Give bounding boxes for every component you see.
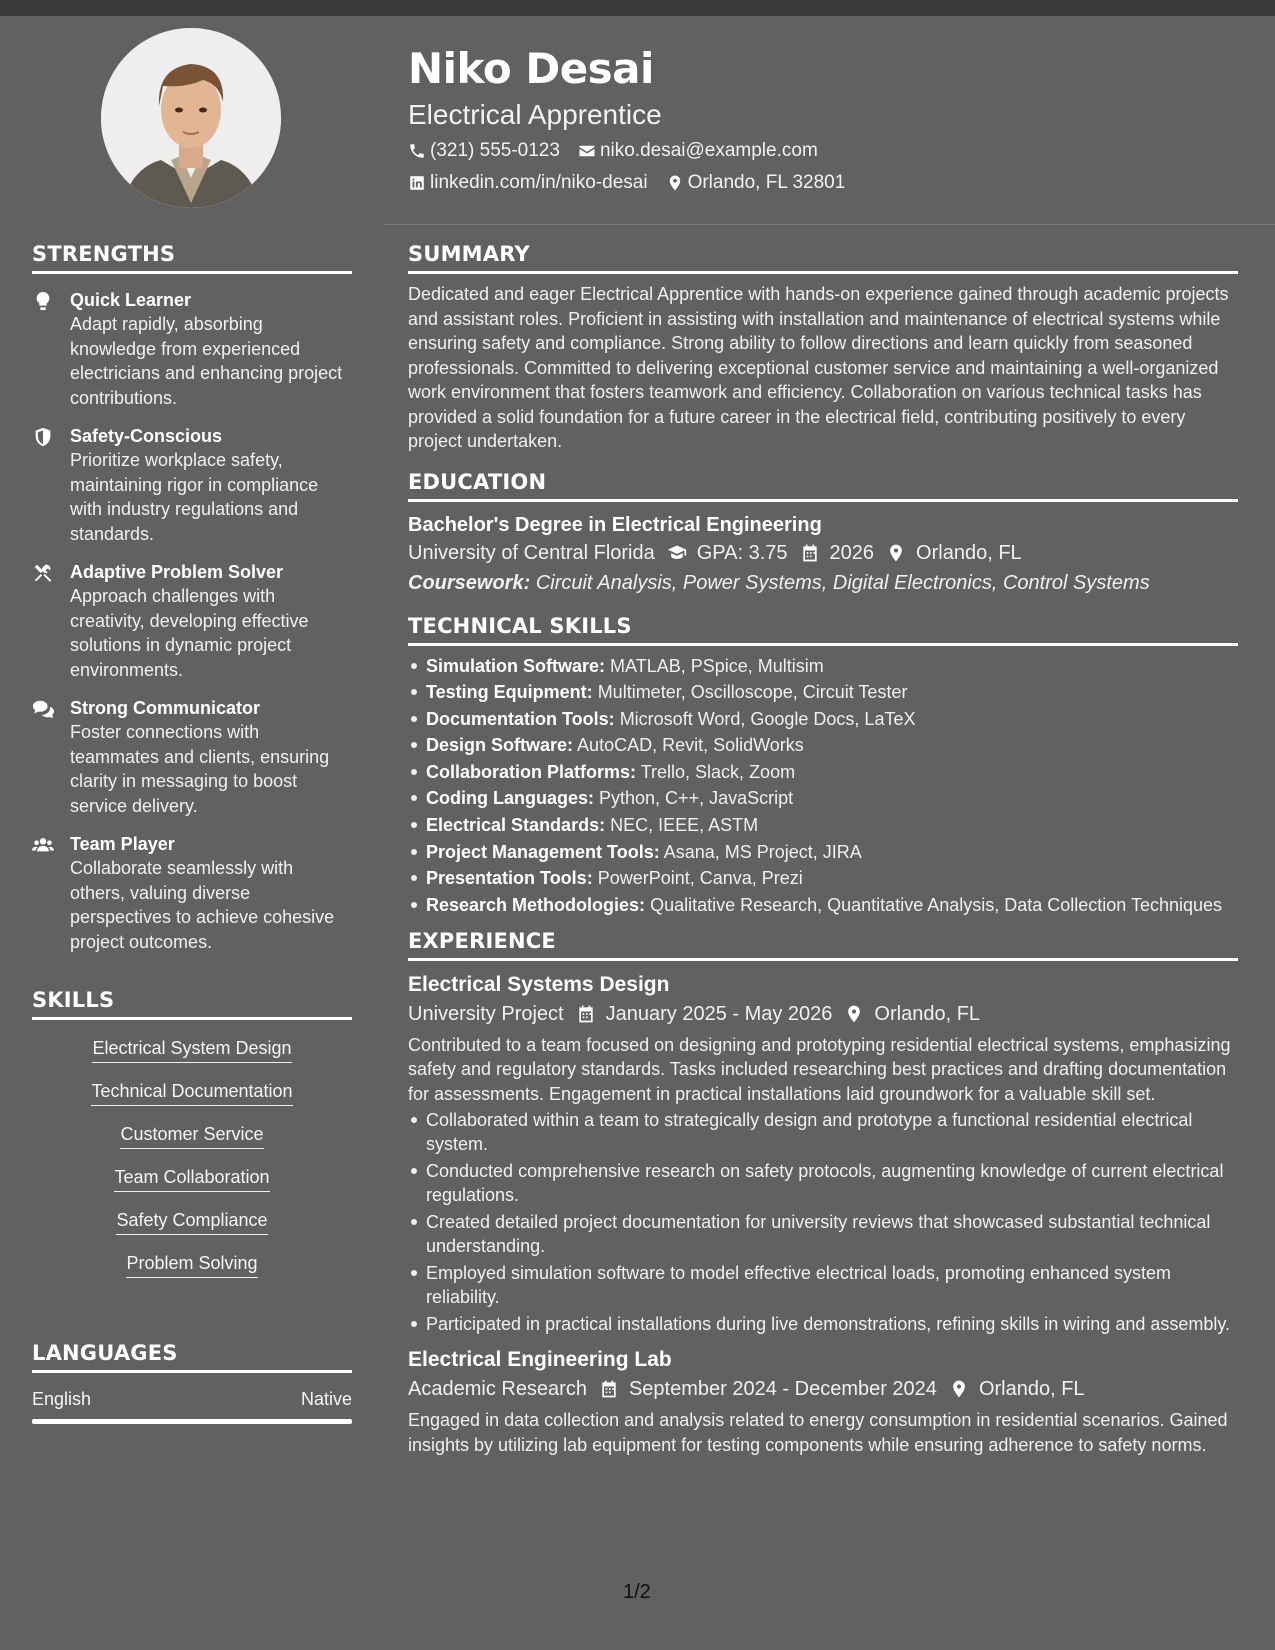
- strengths-section: [32, 242, 352, 954]
- tech-skill-label: Presentation Tools:: [426, 868, 593, 889]
- strength-desc: Approach challenges with creativity, developing effective solutions in dynamic project environments.: [70, 586, 309, 680]
- job-title: Electrical Engineering Lab: [408, 1348, 672, 1372]
- strength-desc: Adapt rapidly, absorbing knowledge from experienced electricians and enhancing project contributions.: [70, 314, 343, 408]
- tech-skill-label: Coding Languages:: [426, 788, 594, 809]
- profile-photo: [101, 28, 281, 208]
- tech-skill-value: Qualitative Research, Quantitative Analysis, Data Collection Techniques: [650, 894, 1223, 915]
- coursework-text: Circuit Analysis, Power Systems, Digital Electronics, Control Systems: [535, 571, 1150, 594]
- location-text: Orlando, FL 32801: [687, 172, 846, 193]
- contact-email[interactable]: [578, 138, 818, 164]
- strength-item: [32, 288, 352, 410]
- tech-skill-item: [408, 866, 1238, 890]
- skills-section: [32, 988, 352, 1294]
- strength-title: Adaptive Problem Solver: [70, 562, 284, 582]
- experience-entry: [408, 971, 1238, 1337]
- job-dates-text: September 2024 - December 2024: [628, 1378, 937, 1401]
- tech-skill-item: [408, 786, 1238, 810]
- contact-line: [408, 138, 1228, 164]
- job-bullet: Participated in practical installations during live demonstrations, refining skills in wiring and assembly.: [408, 1312, 1238, 1336]
- job-bullet: Collaborated within a team to strategically design and prototype a functional residential electrical system.: [408, 1108, 1238, 1156]
- tech-skill-value: Asana, MS Project, JIRA: [663, 841, 862, 862]
- job-bullet: Created detailed project documentation for university reviews that showcased substantial technical understanding.: [408, 1210, 1238, 1258]
- summary-text: Dedicated and eager Electrical Apprentice with hands-on experience gained through academic projects and assistant roles. Proficient in assisting with installation and maintenance of electrical systems while ensuring safety and compliance. Strong ability to follow directions and learn quickly from seasoned professionals. Committed to delivering exceptional customer service and maintaining a well-organized work environment that fosters teamwork and efficiency. Collaboration on various technical tasks has provided a solid foundation for a future career in the electrical field, contributing positively to every project undertaken.: [408, 284, 1229, 451]
- languages-section: [32, 1341, 352, 1424]
- top-bar: [0, 0, 1275, 16]
- technical-skills-list: [408, 654, 1238, 917]
- tech-skill-item: [408, 680, 1238, 704]
- map-pin-icon: [949, 1379, 969, 1399]
- skill-tag: Team Collaboration: [114, 1165, 269, 1192]
- resume-page: [0, 16, 1275, 1650]
- envelope-icon: [578, 142, 596, 160]
- strength-desc: Foster connections with teammates and clients, ensuring clarity in messaging to boost service delivery.: [70, 722, 330, 816]
- education-location-text: Orlando, FL: [916, 541, 1022, 564]
- strength-title: Strong Communicator: [70, 698, 261, 718]
- calendar-icon: [599, 1379, 619, 1399]
- tech-skill-label: Documentation Tools:: [426, 708, 615, 729]
- strength-item: [32, 832, 352, 954]
- education-section: [408, 470, 1238, 598]
- experience-heading: EXPERIENCE: [408, 929, 1238, 961]
- candidate-name: Niko Desai: [408, 44, 654, 93]
- job-summary: Engaged in data collection and analysis related to energy consumption in residential scenarios. Gained insights by utilizing lab equipment for testing components while ensuring adherence to safety norms.: [408, 1410, 1228, 1455]
- grad-year-text: 2026: [829, 541, 875, 564]
- education-heading: EDUCATION: [408, 470, 1238, 502]
- education-location: [886, 538, 1022, 568]
- language-name: English: [32, 1389, 92, 1409]
- tech-skill-label: Testing Equipment:: [426, 682, 593, 703]
- job-org: [408, 1374, 587, 1404]
- users-icon: [32, 832, 70, 954]
- phone-icon: [408, 142, 426, 160]
- school-text: University of Central Florida: [408, 541, 655, 564]
- tech-skill-label: Collaboration Platforms:: [426, 761, 637, 782]
- skill-tag-list: [32, 1036, 352, 1294]
- job-summary: Contributed to a team focused on designing and prototyping residential electrical systems, emphasizing safety and regulatory standards. Tasks included researching best practices and drafting documentation for assessments. Engagement in practical installations laid groundwork for a valuable skill set.: [408, 1034, 1231, 1104]
- tech-skill-item: [408, 760, 1238, 784]
- tech-skill-label: Electrical Standards:: [426, 815, 606, 836]
- job-meta: [408, 999, 1238, 1029]
- job-org-text: Academic Research: [408, 1378, 587, 1401]
- job-location: [949, 1374, 1085, 1404]
- job-location-text: Orlando, FL: [874, 1002, 981, 1025]
- skill-tag: Customer Service: [120, 1122, 263, 1149]
- strength-desc: Prioritize workplace safety, maintaining rigor in compliance with industry regulations and standards.: [70, 450, 319, 544]
- shield-icon: [32, 424, 70, 546]
- gpa: [667, 538, 788, 568]
- strength-title: Safety-Conscious: [70, 426, 223, 446]
- experience-entry: [408, 1346, 1238, 1457]
- header-divider: [383, 224, 1275, 225]
- language-row: [32, 1389, 352, 1410]
- calendar-icon: [576, 1004, 596, 1024]
- tech-skill-item: [408, 733, 1238, 757]
- strength-item: [32, 560, 352, 682]
- skill-tag: Safety Compliance: [116, 1208, 267, 1235]
- skill-tag: Technical Documentation: [91, 1079, 292, 1106]
- phone-text: (321) 555-0123: [430, 140, 560, 161]
- strength-desc: Collaborate seamlessly with others, valuing diverse perspectives to achieve cohesive project outcomes.: [70, 858, 335, 952]
- coursework: [408, 568, 1238, 598]
- job-meta: [408, 1374, 1238, 1404]
- skill-tag: Electrical System Design: [92, 1036, 291, 1063]
- map-pin-icon: [886, 543, 906, 563]
- comments-icon: [32, 696, 70, 818]
- experience-section: [408, 929, 1238, 1458]
- tech-skill-item: [408, 893, 1238, 917]
- contact-location: [666, 170, 846, 196]
- job-bullet: Conducted comprehensive research on safety protocols, augmenting knowledge of current electrical regulations.: [408, 1159, 1238, 1207]
- job-location-text: Orlando, FL: [978, 1378, 1085, 1401]
- summary-section: [408, 242, 1238, 454]
- skills-heading: SKILLS: [32, 988, 352, 1020]
- languages-heading: LANGUAGES: [32, 1341, 352, 1373]
- job-dates-text: January 2025 - May 2026: [605, 1002, 833, 1025]
- tech-skill-value: Trello, Slack, Zoom: [640, 761, 796, 782]
- tech-skill-value: MATLAB, PSpice, Multisim: [610, 655, 824, 676]
- degree-title: Bachelor's Degree in Electrical Engineering: [408, 513, 822, 536]
- grad-year: [800, 538, 875, 568]
- tech-skill-value: PowerPoint, Canva, Prezi: [597, 868, 803, 889]
- skill-tag: Problem Solving: [126, 1251, 257, 1278]
- tech-skill-label: Simulation Software:: [426, 655, 606, 676]
- tech-skill-value: Multimeter, Oscilloscope, Circuit Tester: [597, 682, 908, 703]
- strength-item: [32, 696, 352, 818]
- lightbulb-icon: [32, 288, 70, 410]
- tech-skill-value: AutoCAD, Revit, SolidWorks: [577, 735, 804, 756]
- email-text: niko.desai@example.com: [599, 140, 818, 161]
- contact-linkedin[interactable]: [408, 170, 648, 196]
- avatar-portrait: [101, 28, 281, 208]
- tech-skill-label: Design Software:: [426, 735, 574, 756]
- job-title: Electrical Systems Design: [408, 972, 670, 996]
- page-number: 1/2: [623, 1581, 651, 1603]
- tech-skill-label: Research Methodologies:: [426, 894, 646, 915]
- graduation-cap-icon: [667, 543, 687, 563]
- tech-skill-value: Microsoft Word, Google Docs, LaTeX: [619, 708, 916, 729]
- job-bullets: [408, 1108, 1238, 1336]
- education-meta: [408, 538, 1238, 568]
- candidate-role: Electrical Apprentice: [408, 99, 662, 130]
- language-level: Native: [300, 1389, 352, 1409]
- school-name: [408, 538, 655, 568]
- tech-skill-label: Project Management Tools:: [426, 841, 660, 862]
- tech-skill-item: [408, 707, 1238, 731]
- technical-skills-heading: TECHNICAL SKILLS: [408, 614, 1238, 646]
- strength-title: Quick Learner: [70, 290, 192, 310]
- main-content: [408, 242, 1238, 1457]
- strength-item: [32, 424, 352, 546]
- technical-skills-section: [408, 614, 1238, 917]
- tools-icon: [32, 560, 70, 682]
- tech-skill-item: [408, 654, 1238, 678]
- strengths-heading: STRENGTHS: [32, 242, 352, 274]
- linkedin-text: linkedin.com/in/niko-desai: [430, 172, 648, 193]
- job-org-text: University Project: [408, 1002, 564, 1025]
- contact-line: [408, 170, 1228, 196]
- coursework-label: Coursework:: [408, 571, 531, 594]
- contact-phone: [408, 138, 560, 164]
- job-dates: [599, 1374, 937, 1404]
- linkedin-icon: [408, 174, 426, 192]
- tech-skill-value: NEC, IEEE, ASTM: [610, 815, 759, 836]
- job-location: [844, 999, 980, 1029]
- map-pin-icon: [666, 174, 684, 192]
- strength-title: Team Player: [70, 834, 175, 854]
- calendar-icon: [800, 543, 820, 563]
- tech-skill-item: [408, 840, 1238, 864]
- resume-header: [408, 44, 1228, 196]
- map-pin-icon: [844, 1004, 864, 1024]
- tech-skill-item: [408, 813, 1238, 837]
- job-org: [408, 999, 564, 1029]
- summary-heading: SUMMARY: [408, 242, 1238, 274]
- gpa-text: GPA: 3.75: [696, 541, 788, 564]
- tech-skill-value: Python, C++, JavaScript: [599, 788, 794, 809]
- job-dates: [576, 999, 833, 1029]
- job-bullet: Employed simulation software to model effective electrical loads, promoting enhanced system reliability.: [408, 1261, 1238, 1309]
- language-proficiency-bar: [32, 1419, 352, 1424]
